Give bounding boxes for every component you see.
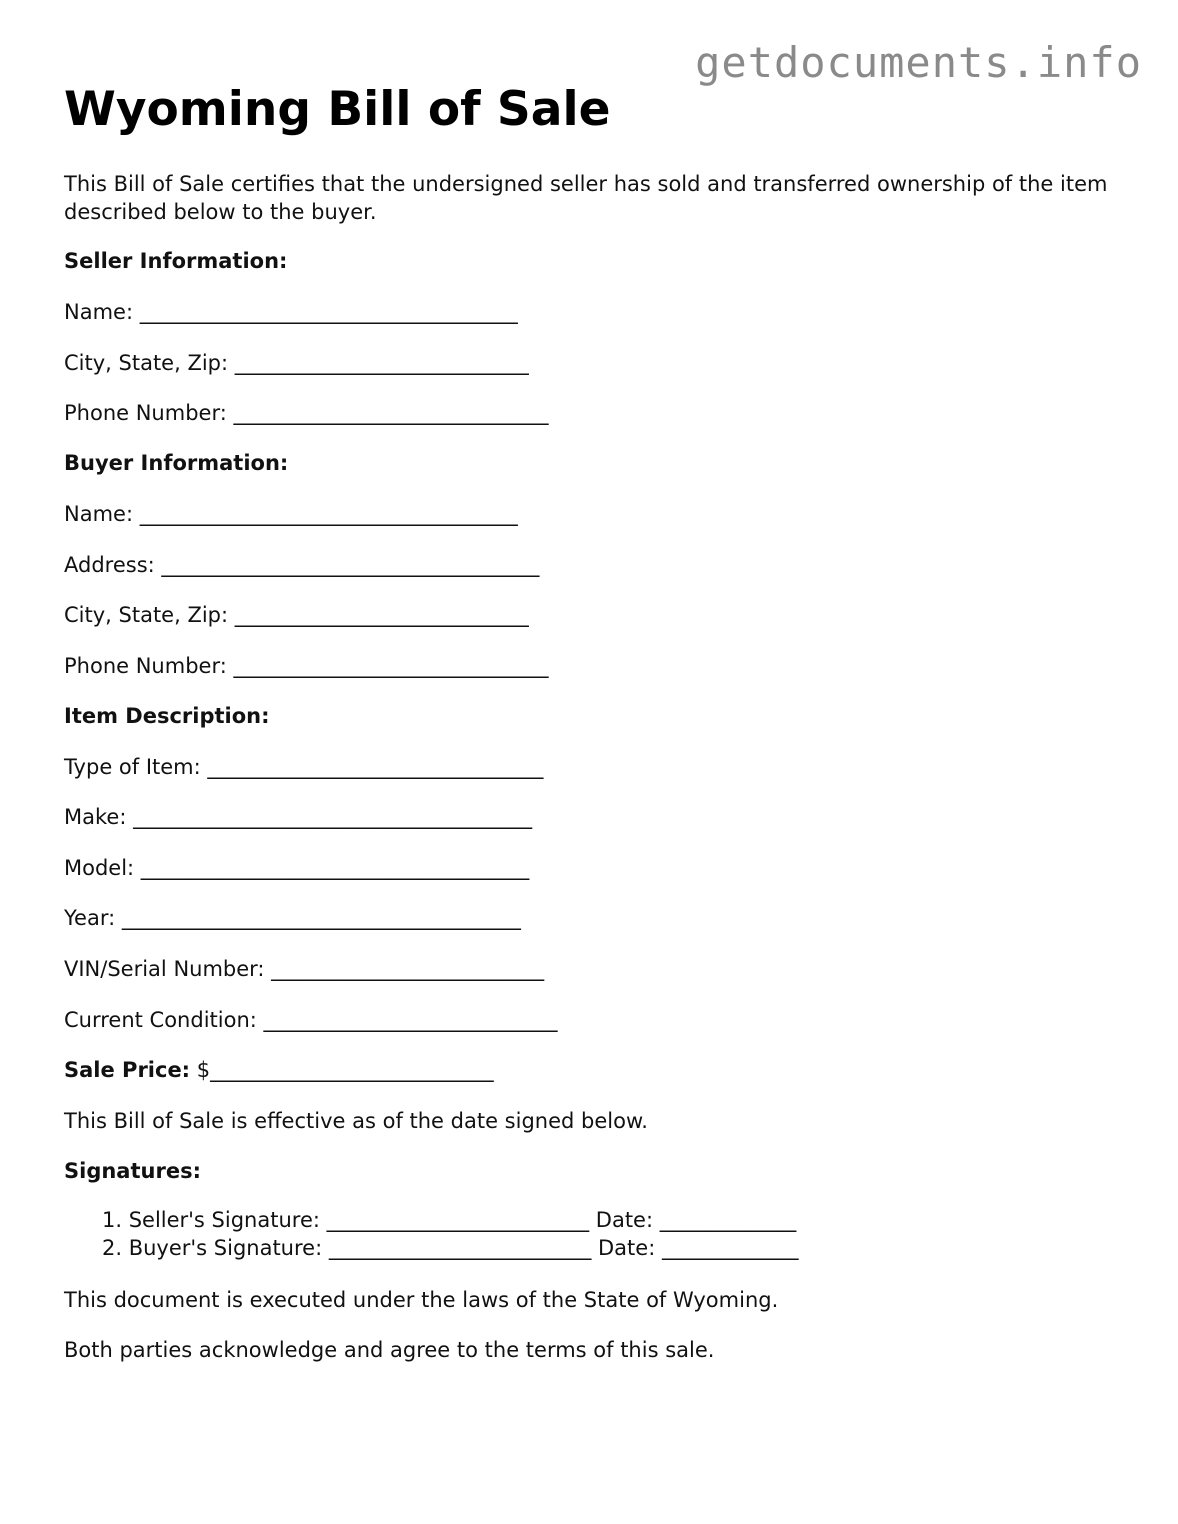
buyer-heading: Buyer Information: (64, 451, 289, 475)
buyer-city-field: City, State, Zip: ____________________________ (64, 603, 529, 627)
sale-price-field (64, 1056, 494, 1084)
signatures-list (64, 1206, 798, 1262)
seller-signature-line: Seller's Signature: _________________________ Date: _____________ (128, 1208, 797, 1232)
page-title: Wyoming Bill of Sale (64, 82, 611, 137)
seller-phone-field: Phone Number: ______________________________ (64, 401, 549, 425)
acknowledgement-statement: Both parties acknowledge and agree to the terms of this sale. (64, 1338, 715, 1362)
item-condition-field: Current Condition: ____________________________ (64, 1008, 558, 1032)
seller-name-field: Name: ____________________________________ (64, 300, 518, 324)
list-item-number: 1. (101, 1208, 122, 1232)
effective-statement: This Bill of Sale is effective as of the date signed below. (64, 1109, 648, 1133)
item-year-field: Year: ______________________________________ (64, 906, 521, 930)
buyer-signature-line: Buyer's Signature: _________________________ Date: _____________ (128, 1236, 799, 1260)
item-type-field: Type of Item: ________________________________ (64, 755, 544, 779)
list-item (64, 1206, 798, 1234)
list-item (64, 1234, 798, 1262)
seller-city-field: City, State, Zip: ____________________________ (64, 351, 529, 375)
intro-paragraph: This Bill of Sale certifies that the undersigned seller has sold and transferred ownership of the item described below to the buyer. (64, 172, 1108, 224)
list-item-number: 2. (101, 1236, 122, 1260)
sale-price-label: Sale Price: (64, 1058, 191, 1082)
buyer-name-field: Name: ____________________________________ (64, 502, 518, 526)
seller-heading: Seller Information: (64, 249, 288, 273)
item-vin-field: VIN/Serial Number: __________________________ (64, 957, 545, 981)
item-make-field: Make: ______________________________________ (64, 805, 533, 829)
watermark: getdocuments.info (695, 38, 1142, 87)
sale-price-blank: $___________________________ (190, 1058, 494, 1082)
buyer-phone-field: Phone Number: ______________________________ (64, 654, 549, 678)
item-heading: Item Description: (64, 704, 270, 728)
law-statement: This document is executed under the laws of the State of Wyoming. (64, 1288, 779, 1312)
item-model-field: Model: _____________________________________ (64, 856, 530, 880)
buyer-address-field: Address: ____________________________________ (64, 553, 540, 577)
signatures-heading: Signatures: (64, 1159, 201, 1183)
